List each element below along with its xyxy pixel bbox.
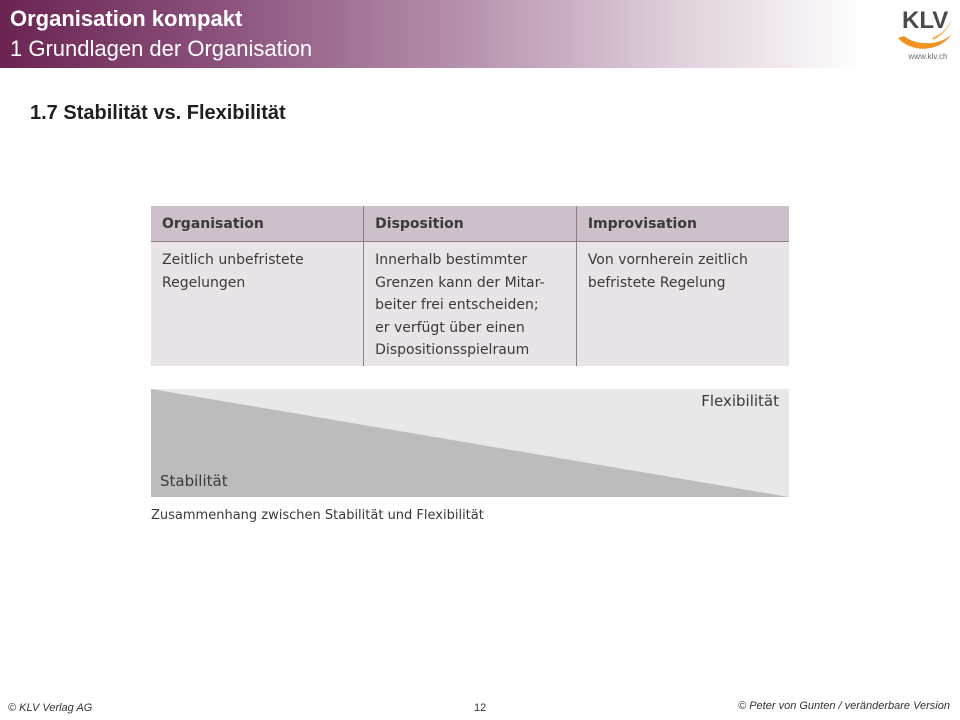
page-number: 12 xyxy=(474,702,487,714)
cell-disposition xyxy=(364,242,577,367)
cell-organisation xyxy=(151,242,364,367)
stability-flexibility-diagram xyxy=(151,389,789,497)
column-header-organisation: Organisation xyxy=(151,206,364,242)
cell-line: Dispositionsspielraum xyxy=(375,342,530,358)
cell-line: Zeitlich unbefristete xyxy=(162,252,304,268)
comparison-table xyxy=(151,206,789,366)
table-row xyxy=(151,242,789,367)
header-subtitle: 1 Grundlagen der Organisation xyxy=(10,36,313,61)
section-title: 1.7 Stabilität vs. Flexibilität xyxy=(30,102,286,124)
header-title: Organisation kompakt xyxy=(10,6,243,31)
footer-author: © Peter von Gunten / veränderbare Version xyxy=(738,700,950,712)
diagram-caption: Zusammenhang zwischen Stabilität und Flexibilität xyxy=(151,508,484,523)
cell-line: Regelungen xyxy=(162,274,246,291)
flexibility-label: Flexibilität xyxy=(701,392,779,410)
cell-line: Innerhalb bestimmter xyxy=(375,252,528,268)
cell-improvisation xyxy=(576,242,789,367)
stability-label: Stabilität xyxy=(160,472,228,490)
cell-line: Grenzen kann der Mitar- xyxy=(375,274,545,291)
cell-line: befristete Regelung xyxy=(587,274,726,291)
logo-url: www.klv.ch xyxy=(908,52,948,61)
logo-swoosh-icon xyxy=(898,34,952,49)
footer-copyright: © KLV Verlag AG xyxy=(8,702,93,714)
column-header-disposition: Disposition xyxy=(364,206,577,242)
cell-line: er verfügt über einen xyxy=(375,319,525,336)
logo-text: KLV xyxy=(902,7,949,34)
table-header-row xyxy=(151,206,789,242)
column-header-improvisation: Improvisation xyxy=(576,206,789,242)
cell-line: Von vornherein zeitlich xyxy=(587,252,748,268)
cell-line: beiter frei entscheiden; xyxy=(375,297,539,313)
